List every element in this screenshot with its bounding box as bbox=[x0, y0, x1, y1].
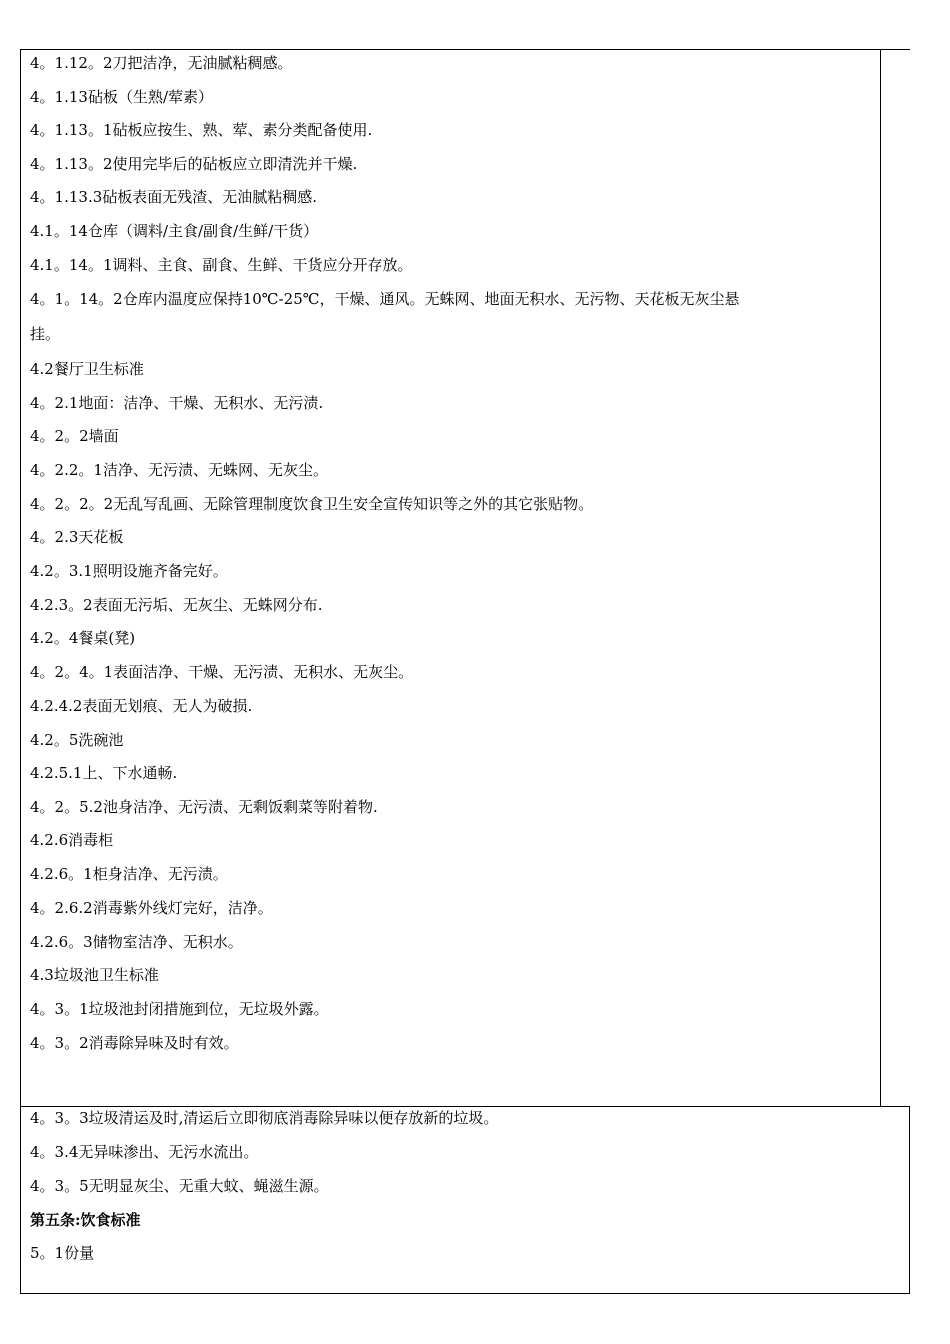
text-line: 挂。 bbox=[30, 325, 61, 343]
text-line: 4。1.12。2刀把洁净，无油腻粘稠感。 bbox=[30, 54, 293, 72]
text-line: 4.2。3.1照明设施齐备完好。 bbox=[30, 562, 228, 580]
text-line: 4。1.13.3砧板表面无残渣、无油腻粘稠感. bbox=[30, 188, 318, 206]
text-line: 4.2.6消毒柜 bbox=[30, 831, 114, 849]
text-line: 4.1。14仓库（调料/主食/副食/生鲜/干货） bbox=[30, 222, 319, 240]
text-line: 4.2.6。3储物室洁净、无积水。 bbox=[30, 933, 243, 951]
text-line: 4.2.6。1柜身洁净、无污渍。 bbox=[30, 865, 228, 883]
frame-divider bbox=[880, 49, 910, 50]
text-line: 4。3。5无明显灰尘、无重大蚊、蝇滋生源。 bbox=[30, 1177, 329, 1195]
text-line: 4。3。1垃圾池封闭措施到位，无垃圾外露。 bbox=[30, 1000, 329, 1018]
text-line: 4.2。5洗碗池 bbox=[30, 731, 124, 749]
text-line: 4。1.13砧板（生熟/荤素） bbox=[30, 88, 213, 106]
text-line: 5。1份量 bbox=[30, 1244, 95, 1262]
text-line: 4.2.3。2表面无污垢、无灰尘、无蛛网分布. bbox=[30, 596, 323, 614]
text-line: 4。2。2墙面 bbox=[30, 427, 119, 445]
text-line: 4.3垃圾池卫生标准 bbox=[30, 966, 159, 984]
text-line: 4。2。4。1表面洁净、干燥、无污渍、无积水、无灰尘。 bbox=[30, 663, 414, 681]
text-line: 4。3。2消毒除异味及时有效。 bbox=[30, 1034, 239, 1052]
text-line: 4。2.1地面：洁净、干燥、无积水、无污渍. bbox=[30, 394, 324, 412]
text-line: 4。2.2。1洁净、无污渍、无蛛网、无灰尘。 bbox=[30, 461, 328, 479]
text-line: 4.2。4餐桌(凳) bbox=[30, 629, 136, 647]
text-line: 4。2.6.2消毒紫外线灯完好，洁净。 bbox=[30, 899, 273, 917]
text-line: 4。3。3垃圾清运及时,清运后立即彻底消毒除异味以便存放新的垃圾。 bbox=[30, 1109, 499, 1127]
text-line: 4。2。5.2池身洁净、无污渍、无剩饭剩菜等附着物. bbox=[30, 798, 378, 816]
text-line: 4.2.5.1上、下水通畅. bbox=[30, 764, 178, 782]
text-line: 4。3.4无异味渗出、无污水流出。 bbox=[30, 1143, 259, 1161]
text-line: 4.2餐厅卫生标准 bbox=[30, 360, 144, 378]
document-frame-bottom bbox=[20, 1106, 910, 1294]
text-line: 4.2.4.2表面无划痕、无人为破损. bbox=[30, 697, 253, 715]
text-line: 4.1。14。1调料、主食、副食、生鲜、干货应分开存放。 bbox=[30, 256, 413, 274]
text-line: 4。1。14。2仓库内温度应保持10℃-25℃，干燥、通风。无蛛网、地面无积水、无污物、天花板无灰尘悬 bbox=[30, 290, 740, 308]
text-line: 4。1.13。2使用完毕后的砧板应立即清洗并干燥. bbox=[30, 155, 358, 173]
text-line: 4。2。2。2无乱写乱画、无除管理制度饮食卫生安全宣传知识等之外的其它张贴物。 bbox=[30, 495, 594, 513]
text-line: 4。2.3天花板 bbox=[30, 528, 124, 546]
section-heading: 第五条:饮食标准 bbox=[30, 1211, 141, 1229]
text-line: 4。1.13。1砧板应按生、熟、荤、素分类配备使用. bbox=[30, 121, 373, 139]
